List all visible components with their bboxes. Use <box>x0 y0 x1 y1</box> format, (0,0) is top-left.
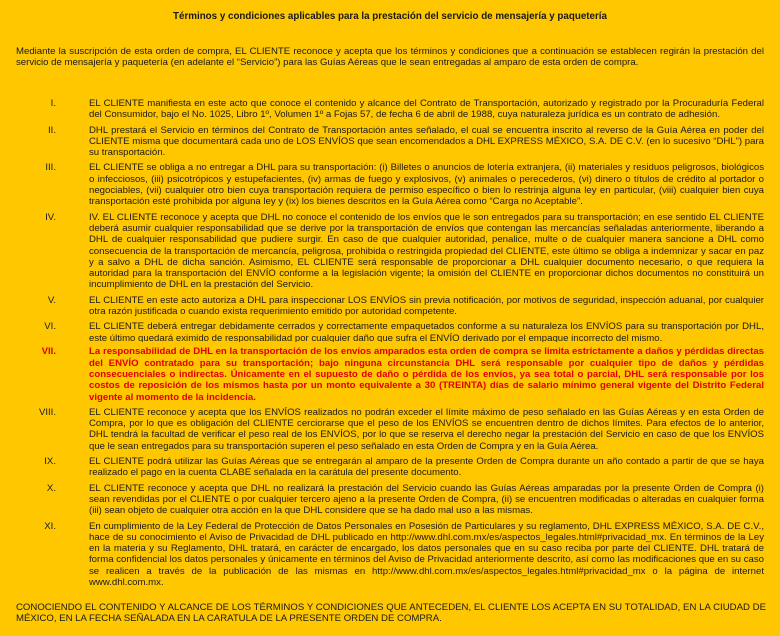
clause-item <box>0 212 780 291</box>
clause-number: VIII. <box>38 406 56 418</box>
clause-number: II. <box>48 124 56 136</box>
clause-item <box>0 407 780 452</box>
clause-number: IX. <box>44 456 56 468</box>
closing-statement: CONOCIENDO EL CONTENIDO Y ALCANCE DE LOS TÉRMINOS Y CONDICIONES QUE ANTECEDEN, EL CLIENTE LOS ACEPTA EN SU TOTALIDAD, EN LA CIUDAD DE MÉXICO, EN LA FECHA SEÑALADA EN LA CARATULA DE LA PRESENTE ORDEN DE COMPRA. <box>16 602 766 625</box>
clause-text: EL CLIENTE reconoce y acepta que DHL no realizará la prestación del Servicio cuando las Guías Aéreas amparadas por la presente Orden de Compra (i) sean revendidas por el CLIENTE o por cualquier tercero ajeno a la presente Orden de Compra, (ii) se encuentren modificadas o alteradas en cualquier forma (iii) sean objeto de cualquier otra acción en la que DHL considere que se ha dado mal uso a las mismas. <box>89 482 764 517</box>
clause-text: En cumplimiento de la Ley Federal de Protección de Datos Personales en Posesión de Particulares y su reglamento, DHL EXPRESS MÉXICO, S.A. DE C.V., hace de su conocimiento el Aviso de Privacidad de DHL publicado en http://www.dhl.com.mx/es/aspectos_legales.html#privacidad_mx. En términos de la Ley en la materia y su Reglamento, DHL tratará, en carácter de encargado, los datos personales que en su caso reciba por parte del CLIENTE. DHL tratará de forma confidencial los datos personales y únicamente en términos del Aviso de Privacidad anteriormente descrito, así como las modificaciones que en su caso se realicen a través de la publicación de las mismas en http://www.dhl.com.mx/es/aspectos_legales.html#privacidad_mx o la página de internet www.dhl.com.mx. <box>89 520 764 588</box>
clause-text: EL CLIENTE reconoce y acepta que los ENVÍOS realizados no podrán exceder el límite máximo de peso señalado en las Guías Aéreas y en esta Orden de Compra, por lo que es obligación del CLIENTE cerciorarse que el peso de los ENVÍOS se encuentren dentro de dichos límites. Para efectos de lo anterior, DHL tendrá la facultad de verificar el peso real de los ENVÍOS, por lo que se reserva el derecho negar la prestación del Servicio en caso de que los ENVÍOS que le sean entregados para su transportación superen el peso señalado en esta Orden de Compra y en la Guía Aérea. <box>89 406 764 452</box>
clause-item <box>0 483 780 517</box>
clause-text: DHL prestará el Servicio en términos del Contrato de Transportación antes señalado, el cual se encuentra inscrito al reverso de la Guía Aérea en poder del CLIENTE misma que documentará cada uno de LOS ENVÍOS que sean encomendados a DHL EXPRESS MÉXICO, S.A. DE C.V. (en lo sucesivo “DHL”) para su transportación. <box>89 124 764 159</box>
clause-item <box>0 295 780 318</box>
clause-number: VI. <box>44 321 56 333</box>
clause-number: VII. <box>41 346 56 358</box>
clause-text-highlighted: La responsabilidad de DHL en la transportación de los envíos amparados esta orden de compra se limita estrictamente a daños y pérdidas directas del ENVÍO contratado para su transportación; bajo ninguna circunstancia DHL será responsable por cualquier tipo de daños y pérdidas consecuenciales o indirectas. Únicamente en el supuesto de daño o pérdida de los envíos, ya sea total o parcial, DHL será responsable por los costos de reposición de los mismos hasta por un monto equivalente a 30 (TREINTA) días de salario mínimo general vigente del Distrito Federal vigente al momento de la incidencia. <box>89 346 764 403</box>
clause-number: IV. <box>45 211 56 223</box>
document-title: Términos y condiciones aplicables para la prestación del servicio de mensajería y paquetería <box>173 11 607 22</box>
clause-text: EL CLIENTE deberá entregar debidamente cerrados y correctamente empaquetados conforme a su naturaleza los ENVÍOS para su transportación por DHL, este último quedará eximido de responsabilidad por cualquier daño que sufra el ENVÍO derivado por el empaque incorrecto del mismo. <box>89 321 764 343</box>
clause-item <box>0 162 780 207</box>
clause-item <box>0 125 780 159</box>
clause-number: X. <box>46 482 56 494</box>
clause-item <box>0 321 780 342</box>
clause-text: EL CLIENTE en este acto autoriza a DHL para inspeccionar LOS ENVÍOS sin previa notificación, por motivos de seguridad, inspección aduanal, por cualquier otra razón justificada o cuando exista requerimiento emitido por autoridad competente. <box>89 294 764 318</box>
intro-paragraph: Mediante la suscripción de esta orden de compra, EL CLIENTE reconoce y acepta que los términos y condiciones que a continuación se establecen regirán la prestación del servicio de mensajería y paquetería (en adelante el “Servicio”) para las Guías Aéreas que le sean entregadas al amparo de esta orden de compra. <box>16 46 764 69</box>
clause-number: XI. <box>44 520 56 532</box>
clause-item <box>0 521 780 589</box>
clause-list <box>0 98 780 592</box>
clause-text: EL CLIENTE se obliga a no entregar a DHL para su transportación: (i) Billetes o anuncios de lotería extranjera, (ii) materiales y residuos peligrosos, biológicos o infecciosos, (iii) psicotrópicos y estupefacientes, (iv) armas de fuego y explosivos, (v) animales o perecederos, (vi) dinero o títulos de crédito al portador o negociables, (vii) cualquier otro bien cuya transportación requiera de permiso específico o bien lo restrinja alguna ley en particular, (viii) cualquier bien cuya transportación esté prohibida por alguna ley y (ix) los bienes descritos en la Guía Aérea como “Carga no Aceptable”. <box>89 162 764 208</box>
clause-item <box>0 98 780 121</box>
clause-number: III. <box>45 162 56 174</box>
clause-text: EL CLIENTE podrá utilizar las Guías Aéreas que se entregarán al amparo de la presente Orden de Compra durante un año contado a partir de que se haya realizado el pago en la cuenta CLABE señalada en la carátula del presente documento. <box>89 456 764 479</box>
clause-text: EL CLIENTE manifiesta en este acto que conoce el contenido y alcance del Contrato de Transportación, autorizado y registrado por la Procuraduría Federal del Consumidor, bajo el No. 1025, Libro 1º, Volumen 1º a Fojas 57, de fecha 6 de abril de 1988, cuya naturaleza jurídica es un contrato de adhesión. <box>89 98 764 121</box>
clause-item-liability <box>0 346 780 402</box>
clause-text: IV. EL CLIENTE reconoce y acepta que DHL no conoce el contenido de los envíos que le son entregados para su transportación; en ese sentido EL CLIENTE deberá asumir cualquier responsabilidad que se derive por la transportación de envíos que contengan las mercancías señaladas anteriormente, liberando a DHL de cualquier responsabilidad que pudiere surgir. En caso de que cualquier autoridad, penalice, multe o de cualquier manera sancione a DHL como consecuencia de la transportación de mercancía, peligrosa, prohibida o restringida propiedad del CLIENTE, este último se obliga a indemnizar y sacar en paz y a salvo a DHL de dicha sanción. Asimismo, EL CLIENTE será responsable de proporcionar a DHL cualquier documento necesario, o que requiera la autoridad para la transportación del ENVÍO conforme a la legislación vigente; la omisión del CLIENTE en proporcionar dichos documentos no constituirá un incumplimiento de DHL en la prestación del Servicio. <box>89 211 764 291</box>
clause-item <box>0 456 780 479</box>
clause-number: I. <box>50 98 56 109</box>
clause-number: V. <box>47 294 56 306</box>
